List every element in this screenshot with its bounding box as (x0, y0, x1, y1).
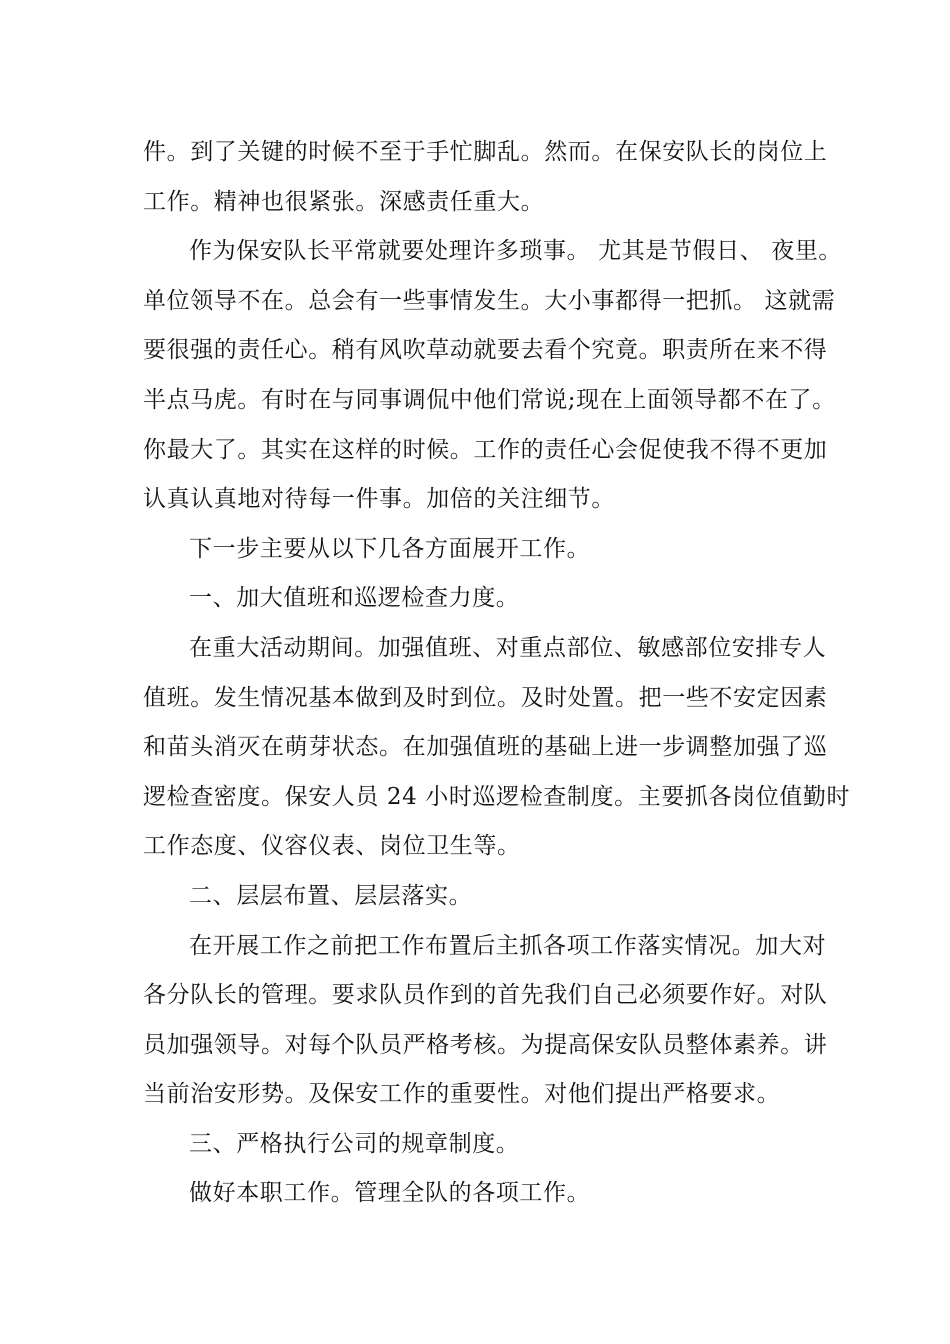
text-line: 和苗头消灭在萌芽状态。在加强值班的基础上进一步调整加强了巡 (143, 734, 828, 761)
text-line: 工作态度、仪容仪表、岗位卫生等。 (143, 833, 521, 860)
text-line: 当前治安形势。及保安工作的重要性。对他们提出严格要求。 (143, 1081, 781, 1108)
text-line: 你最大了。其实在这样的时候。工作的责任心会促使我不得不更加 (143, 436, 828, 463)
text-line: 单位领导不在。总会有一些事情发生。大小事都得一把抓。 这就需 (143, 287, 836, 314)
text-line: 在开展工作之前把工作布置后主抓各项工作落实情况。加大对 (189, 932, 827, 959)
text-line: 作为保安队长平常就要处理许多琐事。 尤其是节假日、 夜里。 (189, 238, 843, 265)
text-line: 在重大活动期间。加强值班、对重点部位、敏感部位安排专人 (189, 634, 827, 661)
text-line: 二、层层布置、层层落实。 (189, 882, 473, 909)
text-line: 件。到了关键的时候不至于手忙脚乱。然而。在保安队长的岗位上 (143, 139, 828, 165)
text-line: 逻检查密度。保安人员 24 小时巡逻检查制度。主要抓各岗位值勤时 (143, 783, 851, 810)
text-line: 下一步主要从以下几各方面展开工作。 (189, 535, 591, 562)
document-body (143, 128, 851, 1219)
text-line: 做好本职工作。管理全队的各项工作。 (189, 1180, 591, 1207)
text-line: 认真认真地对待每一件事。加倍的关注细节。 (143, 486, 615, 513)
text-line: 一、加大值班和巡逻检查力度。 (189, 585, 520, 612)
text-line: 半点马虎。有时在与同事调侃中他们常说;现在上面领导都不在了。 (143, 386, 836, 413)
text-line: 三、严格执行公司的规章制度。 (189, 1130, 520, 1157)
text-line: 各分队长的管理。要求队员作到的首先我们自己必须要作好。对队 (143, 982, 828, 1009)
text-line: 工作。精神也很紧张。深感责任重大。 (143, 188, 545, 215)
text-line: 值班。发生情况基本做到及时到位。及时处置。把一些不安定因素 (143, 684, 828, 711)
text-line: 员加强领导。对每个队员严格考核。为提高保安队员整体素养。讲 (143, 1031, 828, 1058)
text-line: 要很强的责任心。稍有风吹草动就要去看个究竟。职责所在来不得 (143, 337, 828, 364)
